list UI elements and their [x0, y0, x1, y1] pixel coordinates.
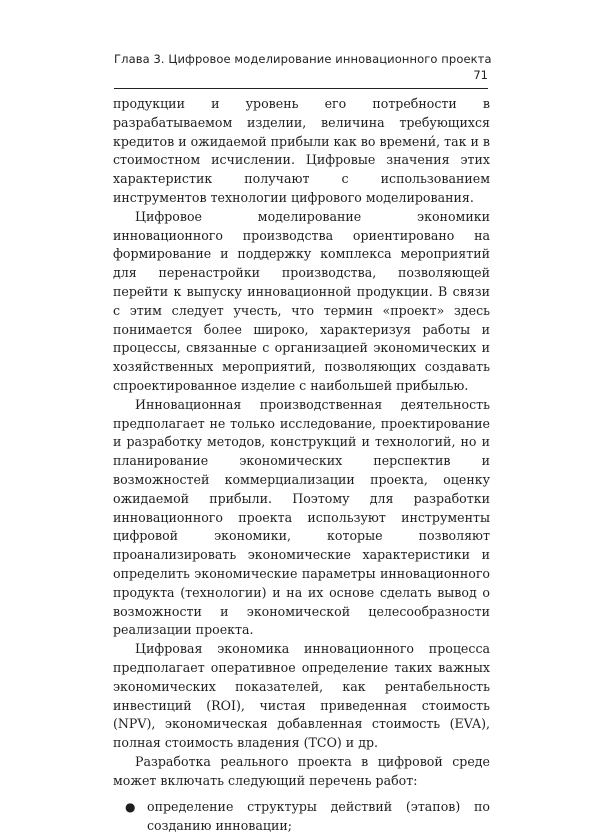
bullet-list [113, 798, 490, 836]
bullet-icon: ● [125, 800, 136, 815]
running-header [114, 40, 492, 89]
paragraph: Разработка реального проекта в цифровой среде может включать следующий перечень работ: [113, 753, 490, 788]
paragraph: Инновационная производственная деятельность предполагает не только исследование, проектирование и разработку методов, конструкций и технологий, но и планирование экономических перспектив и возможностей коммерциализации проекта, оценку ожидаемой прибыли. Поэтому для разработки инновационного проекта используют инструменты цифровой экономики, которые позволяют проанализировать экономические характеристики и определить экономические параметры инновационного продукта (технологии) и на их основе сделать вывод о возможности и экономической целесообразности реализации проекта. [113, 396, 490, 638]
paragraph-continuation: продукции и уровень его потребности в разрабатываемом изделии, величина требующихся кредитов и ожидаемой прибыли как во времени́, так и в стоимостном исчислении. Цифровые значения этих характеристик получают с использованием инструментов технологии цифрового моделирования. [113, 96, 490, 205]
list-item-text: определение структуры действий (этапов) по созданию инновации; [147, 799, 490, 834]
page-number: 71 [473, 68, 488, 82]
page-body [113, 95, 490, 836]
paragraph: Цифровое моделирование экономики инновационного производства ориентировано на формирование и поддержку комплекса мероприятий для перенастройки производства, позволяющей перейти к выпуску инновационной продукции. В связи с этим следует учесть, что термин «проект» здесь понимается более широко, характеризуя работы и процессы, связанные с организацией экономических и хозяйственных мероприятий, позволяющих создавать спроектированное изделие с наибольшей прибылью. [113, 208, 490, 393]
paragraph: Цифровая экономика инновационного процесса предполагает оперативное определение таких важных экономических показателей, как рентабельность инвестиций (ROI), чистая приведенная стоимость (NPV), экономическая добавленная стоимость (EVA), полная стоимость владения (TCO) и др. [113, 641, 490, 751]
chapter-title: Глава 3. Цифровое моделирование инновационного проекта [114, 52, 492, 66]
list-item [113, 798, 490, 836]
